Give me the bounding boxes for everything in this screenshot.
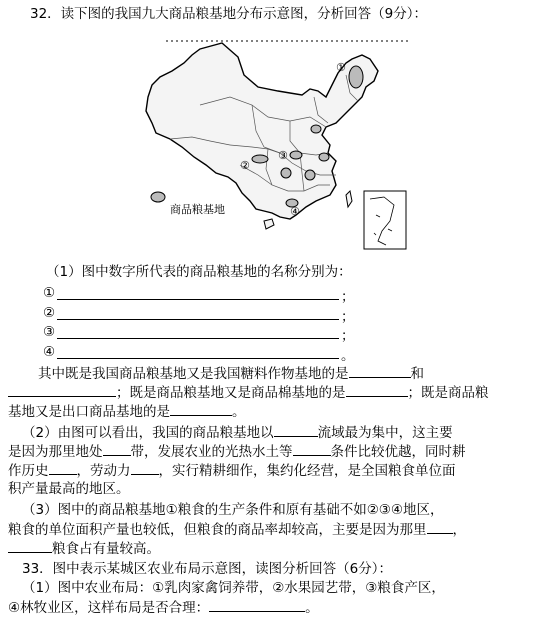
q33-line-1: （1）图中农业布局：①乳肉家禽饲养带，②水果园艺带，③粮食产区， <box>22 580 445 596</box>
text-segment: 其中既是我国商品粮基地又是我国糖料作物基地的是 <box>38 366 349 382</box>
answer-end-punct: ； <box>341 309 355 325</box>
fill-blank[interactable] <box>274 424 318 437</box>
china-grain-base-map <box>140 35 410 255</box>
answer-number: ④ <box>43 344 56 360</box>
answer-blank[interactable] <box>57 338 339 339</box>
text-segment: ；既是商品粮基地又是商品棉基地的是 <box>116 385 346 401</box>
text-segment: ④林牧业区，这样布局是否合理： <box>8 600 210 616</box>
taiwan-island <box>346 191 352 207</box>
answer-number: ② <box>43 305 56 321</box>
legend-swatch <box>151 192 165 202</box>
part2-line-4: 积产量最高的地区。 <box>8 481 130 497</box>
fill-blank[interactable] <box>293 443 331 456</box>
q33-line-2 <box>8 599 319 617</box>
text-segment: ， <box>452 522 466 538</box>
text-segment: 。 <box>305 600 319 616</box>
part2-line-2 <box>8 443 466 461</box>
question-33-title: 33．图中表示某城区农业布局示意图，读图分析回答（6分）： <box>22 561 393 577</box>
part3-line-2 <box>8 521 466 539</box>
fill-blank[interactable] <box>170 403 232 416</box>
text-segment: ，实行精耕细作，集约化经营，是全国粮食单位面 <box>158 463 456 479</box>
text-segment: 带，发展农业的光热水土等 <box>130 444 293 460</box>
map-marker-2: ② <box>240 159 250 172</box>
part3-line-1: （3）图中的商品粮基地①粮食的生产条件和原有基础不如②③④地区， <box>22 502 444 518</box>
answer-end-punct: ； <box>341 328 355 344</box>
fill-blank[interactable] <box>209 599 305 612</box>
question-32-title: 32．读下图的我国九大商品粮基地分布示意图，分析回答（9分）： <box>30 6 428 22</box>
text-segment: 条件比较优越，同时耕 <box>330 444 466 460</box>
map-marker-1: ① <box>336 61 346 74</box>
text-segment: 是因为那里地处 <box>8 444 103 460</box>
text-segment: 作历史 <box>8 463 49 479</box>
text-segment: 基地又是出口商品基地的是 <box>8 404 170 420</box>
answer-blank[interactable] <box>57 319 339 320</box>
fill-blank[interactable] <box>8 384 116 397</box>
fill-blank[interactable] <box>49 462 77 475</box>
text-segment: 粮食占有量较高。 <box>52 541 160 557</box>
text-segment: 粮食的单位面积产量也较低，但粮食的商品率却较高，主要是因为那里 <box>8 522 427 538</box>
fill-blank[interactable] <box>346 384 408 397</box>
part2-line-3 <box>8 462 456 480</box>
map-marker-3: ③ <box>278 149 288 162</box>
part3-line-3 <box>8 540 160 558</box>
hainan-island <box>264 219 274 229</box>
part2-line-1 <box>22 424 453 442</box>
fill-blank[interactable] <box>8 540 52 553</box>
text-segment: （2）由图可以看出，我国的商品粮基地以 <box>22 425 274 441</box>
answer-end-punct: ； <box>341 289 355 305</box>
answer-number: ① <box>43 285 56 301</box>
answer-blank[interactable] <box>57 358 339 359</box>
text-segment: 流域最为集中，这主要 <box>317 425 453 441</box>
fill-blank[interactable] <box>131 462 159 475</box>
answer-end-punct: 。 <box>341 348 355 364</box>
fill-blank[interactable] <box>427 521 453 534</box>
part1-intro: （1）图中数字所代表的商品粮基地的名称分别为： <box>46 264 352 280</box>
part1-sentence-line-2 <box>8 384 489 402</box>
text-segment: ，劳动力 <box>76 463 131 479</box>
fill-blank[interactable] <box>349 365 411 378</box>
text-segment: ；既是商品粮 <box>407 385 489 401</box>
fill-blank[interactable] <box>103 443 131 456</box>
text-segment: 。 <box>232 404 246 420</box>
south-china-sea-inset <box>364 191 406 249</box>
part1-sentence-line-1 <box>38 365 424 383</box>
map-marker-4: ④ <box>290 205 300 218</box>
answer-blank[interactable] <box>57 299 339 300</box>
legend-label: 商品粮基地 <box>170 203 225 216</box>
answer-number: ③ <box>43 324 56 340</box>
text-segment: 和 <box>410 366 424 382</box>
part1-sentence-line-3 <box>8 403 246 421</box>
